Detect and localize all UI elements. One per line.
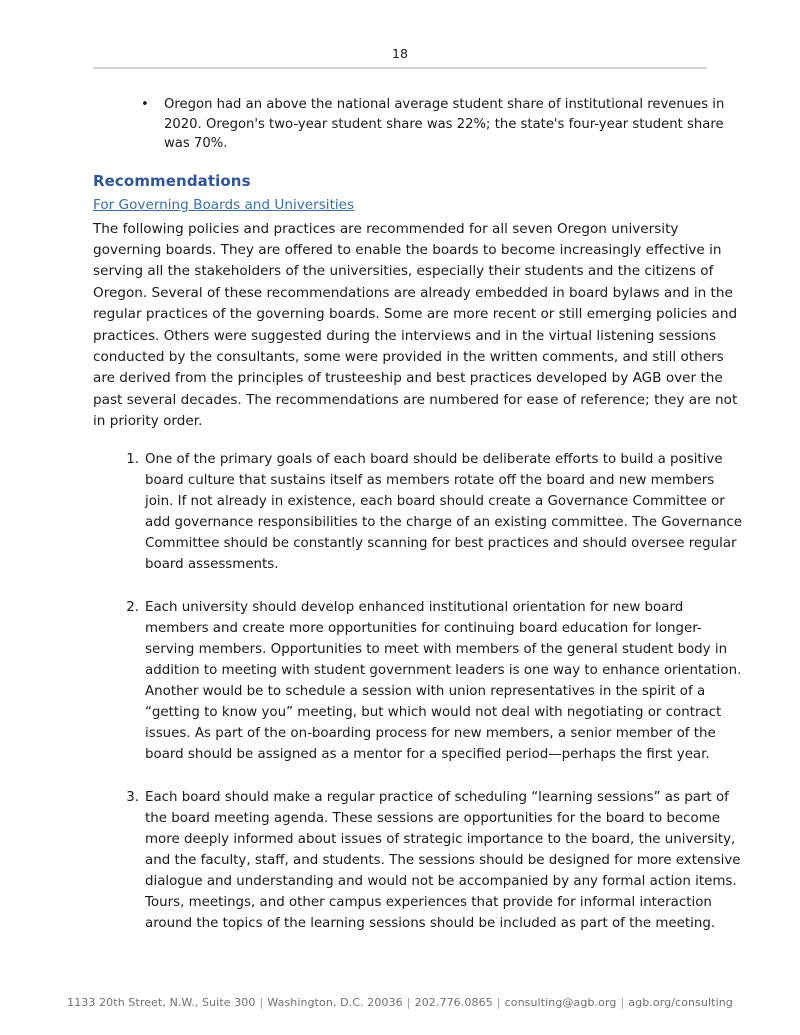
list-item [93,787,745,934]
list-item [93,95,745,154]
list-item-text: Each board should make a regular practice of scheduling “learning sessions” as part of the board meeting agenda. These sessions are opportunities for the board to become more deeply informed about issues of strategic importance to the board, the university, and the faculty, staff, and students. The sessions should be designed for more extensive dialogue and understanding and would not be accompanied by any formal action items. Tours, meetings, and other campus experiences that provide for informal interaction around the topics of the learning sessions should be included as part of the meeting. [145,789,741,931]
footer-email[interactable]: consulting@agb.org [504,996,617,1009]
footer-separator: | [259,996,264,1009]
page-footer [0,996,800,1009]
section-heading-recommendations: Recommendations [93,171,251,190]
footer-separator: | [496,996,501,1009]
list-item-number: 1. [126,451,139,467]
list-item-text: Each university should develop enhanced institutional orientation for new board members and create more opportunities for continuing board education for longer-serving members. Opportunities to meet with members of the general student body in addition to meeting with student government leaders is one way to enhance orientation. Another would be to schedule a session with union representatives in the spirit of a “getting to know you” meeting, but which would not deal with negotiating or contract issues. As part of the on-boarding process for new members, a senior member of the board should be assigned as a mentor for a specified period—perhaps the first year. [145,599,742,762]
header-divider [93,67,707,69]
recommendation-list [93,449,745,934]
page-number: 18 [392,46,408,61]
list-item-number: 2. [126,599,139,615]
bullet-text: Oregon had an above the national average student share of institutional revenues in 2020. Oregon's two-year student share was 22%; the state's four-year student share was 70%. [164,97,725,151]
intro-paragraph: The following policies and practices are recommended for all seven Oregon university governing boards. They are offered to enable the boards to become increasingly effective in serving all the stakeholders of the universities, especially their students and the citizens of Oregon. Several of these recommendations are already embedded in board bylaws and in the regular practices of the governing boards. Some are more recent or still emerging policies and practices. Others were suggested during the interviews and in the virtual listening sessions conducted by the consultants, some were provided in the written comments, and still others are derived from the principles of trusteeship and best practices developed by AGB over the past several decades. The recommendations are numbered for ease of reference; they are not in priority order. [93,220,738,430]
sub-heading-governing-boards[interactable]: For Governing Boards and Universities [93,196,355,213]
footer-city: Washington, D.C. 20036 [267,996,403,1009]
page-content [93,95,745,934]
list-item-number: 3. [126,789,139,805]
list-item [93,597,745,765]
list-item-text: One of the primary goals of each board should be deliberate efforts to build a positive board culture that sustains itself as members rotate off the board and new members join. If not already in existence, each board should create a Governance Committee or add governance responsibilities to the charge of an existing committee. The Governance Committee should be constantly scanning for best practices and should oversee regular board assessments. [145,451,743,572]
footer-phone: 202.776.0865 [414,996,493,1009]
footer-address: 1133 20th Street, N.W., Suite 300 [67,996,256,1009]
footer-separator: | [406,996,411,1009]
bullet-marker-icon: • [141,97,149,112]
footer-separator: | [620,996,625,1009]
list-item [93,449,745,575]
footer-website[interactable]: agb.org/consulting [628,996,733,1009]
bullet-list [93,95,745,154]
